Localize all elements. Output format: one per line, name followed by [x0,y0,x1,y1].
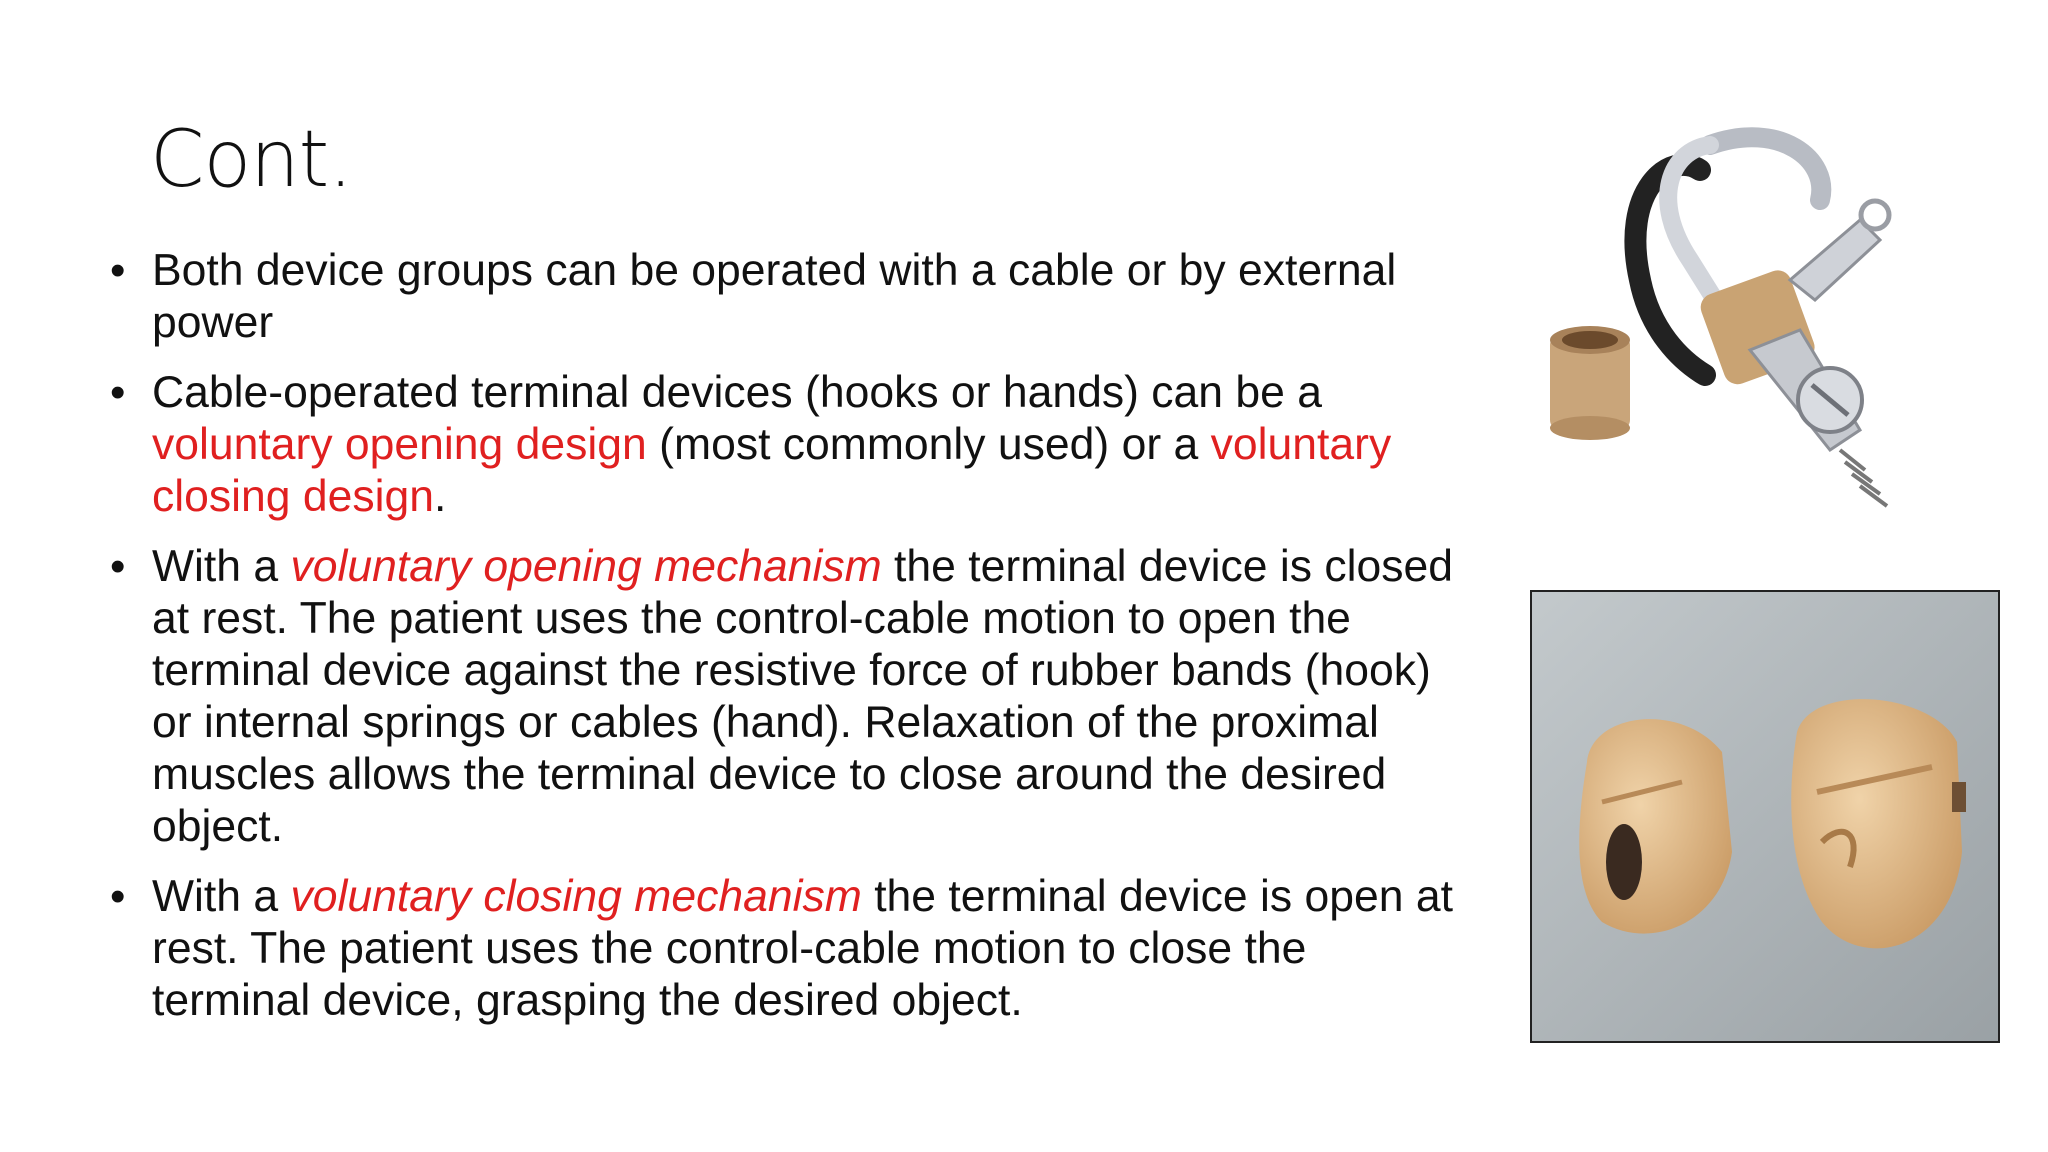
left-hand-shape [1579,719,1732,933]
slide-title: Cont. [150,115,352,205]
right-hand-shape [1791,699,1966,948]
bullet-item [110,367,1460,523]
highlighted-term: voluntary opening mechanism [290,542,882,591]
bullet-dot: • [110,368,126,417]
highlighted-term: voluntary closing design [152,420,1392,521]
prosthetic-hook-image [1530,110,2010,530]
bullet-text: the terminal device is closed at rest. The patient uses the control-cable motion to open the terminal device against the resistive force of rubber bands (hook) or internal springs or cables (hand). Relaxation of the proximal muscles allows the terminal device to close around the desired object. [152,542,1454,851]
bullet-item [110,541,1460,853]
bullet-text: With a [152,542,291,591]
bullet-text: Both device groups can be operated with a cable or by external power [152,246,1397,347]
bullet-dot: • [110,872,126,921]
bullet-text: Cable-operated terminal devices (hooks or hands) can be a [152,368,1323,417]
sleeve-shape [1550,326,1630,440]
bullet-text: (most commonly used) or a [646,420,1211,469]
bullet-text: With a [152,872,291,921]
bullet-item [110,871,1460,1027]
bullet-text: the terminal device is open at rest. The patient uses the control-cable motion to close the terminal device, grasping the desired object. [152,872,1454,1025]
bullet-item [110,245,1460,349]
prosthetic-hands-image [1530,590,2000,1043]
bullet-text: . [434,472,447,521]
bullet-list [110,245,1460,1045]
highlighted-term: voluntary closing mechanism [290,872,862,921]
highlighted-term: voluntary opening design [152,420,647,469]
bullet-dot: • [110,246,126,295]
bullet-dot: • [110,542,126,591]
